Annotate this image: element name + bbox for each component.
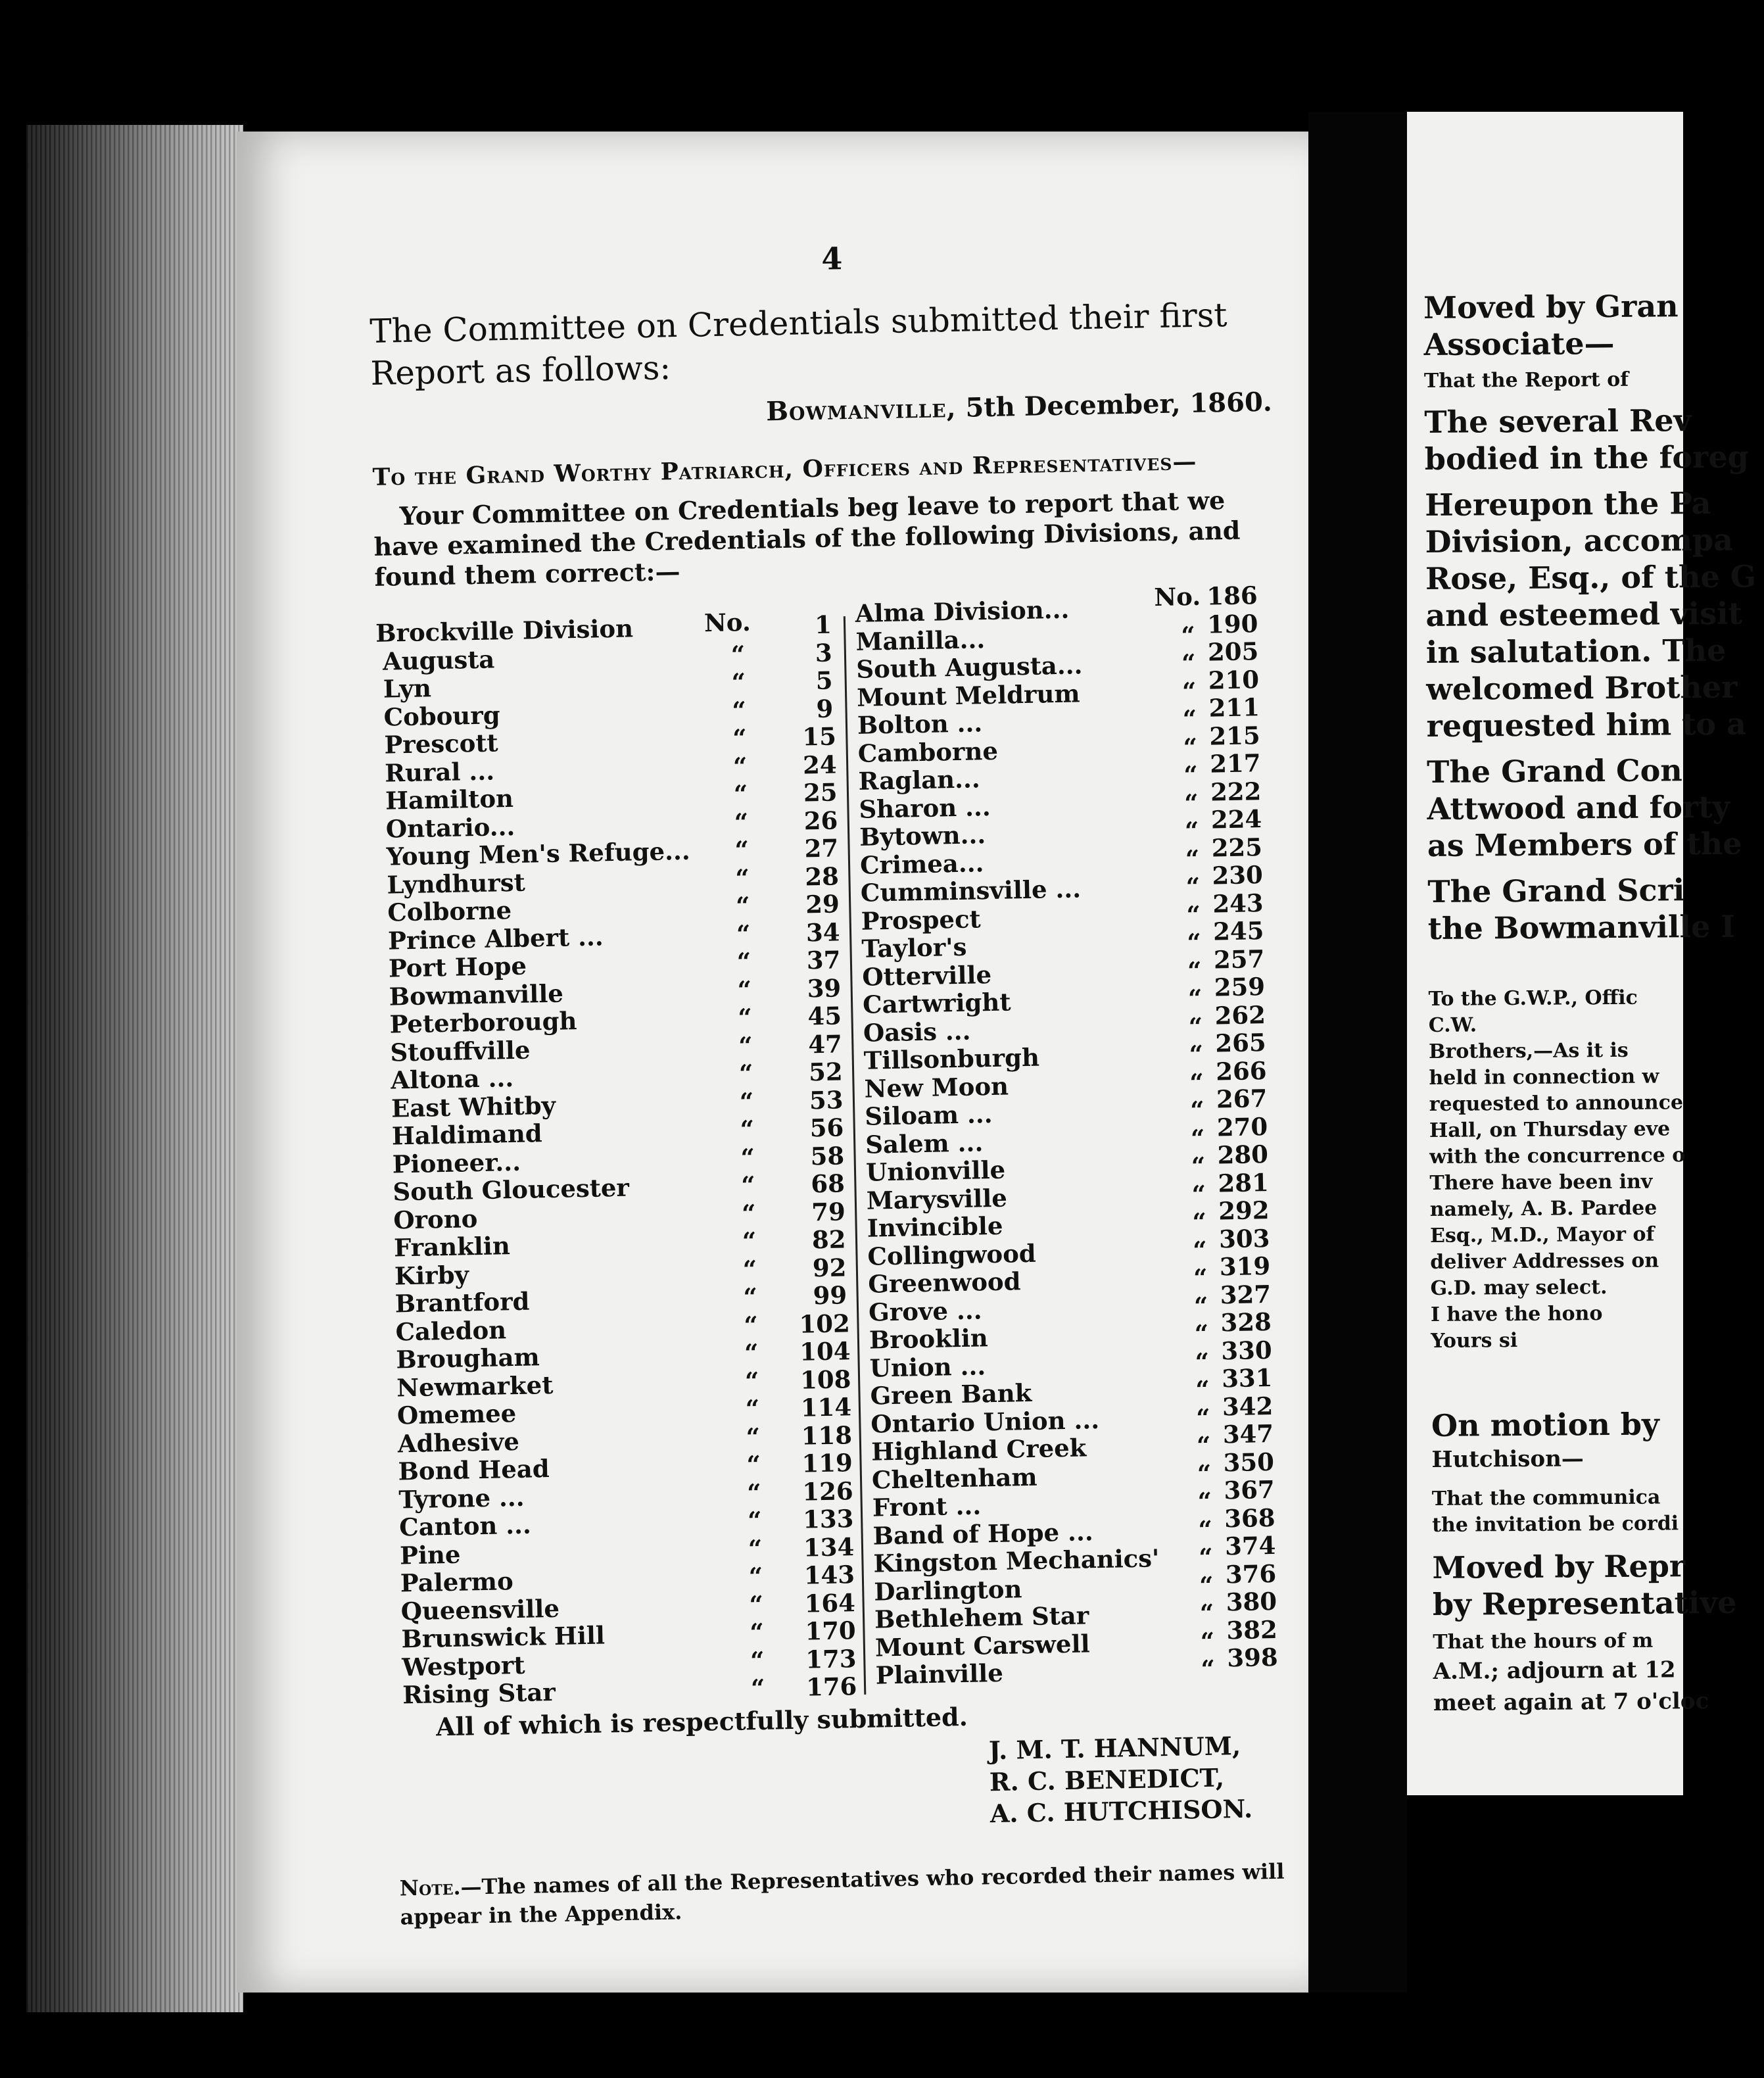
ditto-mark: “: [746, 1449, 761, 1480]
division-number: 217: [1209, 748, 1261, 779]
ditto-mark: “: [1189, 1039, 1204, 1069]
signer-name: J. M. T. HANNUM,: [988, 1730, 1241, 1766]
division-name: Ontario...: [385, 811, 515, 844]
division-name: Bolton ...: [857, 708, 983, 740]
division-number: 37: [806, 945, 841, 975]
ditto-mark: “: [1193, 1263, 1208, 1293]
right-page-line: Moved by Repr: [1432, 1548, 1686, 1585]
division-number: 319: [1219, 1251, 1271, 1282]
division-number: 173: [805, 1643, 857, 1674]
ditto-mark: “: [738, 1058, 753, 1088]
division-number: 186: [1206, 581, 1258, 611]
ditto-mark: “: [730, 639, 746, 669]
division-name: Colborne: [387, 896, 512, 927]
division-number: 9: [816, 694, 834, 723]
right-page-line: Associate—: [1423, 325, 1615, 362]
right-page-line: requested him to a: [1426, 706, 1747, 744]
division-number: 376: [1225, 1558, 1277, 1589]
ditto-mark: “: [1187, 927, 1202, 957]
division-number: 58: [810, 1140, 845, 1171]
right-page-line: That the Report of: [1423, 368, 1629, 393]
division-number: 211: [1208, 692, 1260, 723]
ditto-mark: “: [1191, 1151, 1206, 1181]
division-name: Stouffville: [390, 1034, 531, 1067]
ditto-mark: “: [1189, 1067, 1204, 1097]
division-number: 374: [1224, 1530, 1276, 1561]
division-name: Front ...: [872, 1491, 982, 1522]
ditto-mark: “: [735, 863, 750, 892]
division-name: South Gloucester: [393, 1172, 630, 1207]
ditto-mark: “: [1189, 1095, 1205, 1125]
division-name: Orono: [393, 1203, 478, 1235]
ditto-mark: “: [1193, 1235, 1208, 1265]
division-name: Plainville: [875, 1658, 1004, 1690]
division-number: 367: [1224, 1474, 1275, 1505]
division-number: 1: [814, 610, 832, 640]
ditto-mark: “: [749, 1589, 764, 1619]
division-number: 328: [1220, 1307, 1272, 1338]
right-page-line: as Members of the: [1427, 825, 1742, 863]
division-number: 262: [1214, 1000, 1266, 1030]
division-number: 215: [1209, 720, 1261, 751]
ditto-mark: “: [738, 1030, 753, 1060]
division-name: Prince Albert ...: [387, 921, 604, 955]
right-page-line: and esteemed visit: [1425, 595, 1742, 633]
ditto-mark: “: [1199, 1598, 1214, 1628]
division-name: Hamilton: [385, 783, 514, 815]
ditto-mark: “: [1200, 1626, 1215, 1656]
division-name: Taylor's: [861, 932, 967, 963]
ditto-mark: “: [1181, 648, 1197, 678]
right-page-line: meet again at 7 o'cloc: [1433, 1688, 1709, 1716]
division-number: 3: [815, 638, 833, 667]
division-number: 143: [803, 1560, 855, 1590]
right-page-line: Attwood and forty: [1427, 788, 1730, 827]
right-page-line: G.D. may select.: [1430, 1276, 1608, 1300]
ditto-mark: “: [735, 891, 750, 921]
division-name: Cobourg: [383, 700, 500, 732]
division-name: Band of Hope ...: [872, 1516, 1093, 1551]
division-name: Camborne: [857, 736, 999, 768]
right-page-line: requested to announce: [1429, 1091, 1684, 1116]
division-number: 176: [805, 1672, 857, 1702]
division-name: Crimea...: [859, 848, 984, 880]
right-page-line: Hereupon the Pa: [1425, 485, 1711, 523]
division-number: 267: [1216, 1083, 1268, 1114]
ditto-mark: “: [746, 1422, 761, 1451]
division-name: Rural ...: [384, 756, 495, 788]
division-number: 205: [1207, 637, 1259, 667]
division-number: 45: [807, 1001, 842, 1031]
division-name: Cartwright: [862, 987, 1011, 1019]
ditto-mark: “: [732, 751, 748, 781]
right-page-line: deliver Addresses on: [1430, 1249, 1659, 1274]
right-page-line: Yours si: [1431, 1329, 1518, 1353]
division-number: 368: [1224, 1503, 1275, 1533]
division-name: Brooklin: [869, 1323, 989, 1355]
division-number: 119: [801, 1448, 853, 1478]
ditto-mark: “: [741, 1198, 756, 1228]
division-number: 53: [809, 1084, 844, 1115]
division-number: 303: [1218, 1223, 1270, 1253]
division-name: Salem ...: [865, 1127, 984, 1159]
ditto-mark: “: [1185, 844, 1200, 873]
ditto-mark: “: [1197, 1459, 1212, 1488]
right-page-line: There have been inv: [1429, 1170, 1653, 1195]
ditto-mark: “: [748, 1534, 763, 1563]
ditto-mark: “: [1199, 1570, 1214, 1600]
division-number: 79: [811, 1196, 846, 1226]
ditto-mark: “: [731, 667, 746, 697]
right-page-line: Division, accompa: [1425, 521, 1734, 560]
division-name: Collingwood: [867, 1238, 1037, 1271]
division-name: Manilla...: [855, 624, 986, 656]
ditto-mark: “: [1197, 1486, 1212, 1516]
division-name: Cheltenham: [871, 1462, 1037, 1495]
submitted-line: All of which is respectfully submitted.: [435, 1701, 968, 1742]
division-name: Caledon: [395, 1315, 507, 1347]
ditto-mark: “: [1183, 760, 1199, 790]
division-number: 292: [1218, 1195, 1270, 1226]
division-number: 224: [1210, 804, 1262, 834]
division-name: Greenwood: [867, 1267, 1021, 1299]
division-name: Prospect: [861, 904, 981, 936]
division-number: 347: [1222, 1418, 1274, 1449]
division-name: Brockville Division: [375, 614, 634, 648]
report-body: Your Committee on Credentials beg leave to report that we have examined the Credentials of the following Divisions, and found them correct:—: [373, 485, 1241, 592]
division-number: 114: [800, 1392, 852, 1422]
division-number: 225: [1211, 832, 1263, 863]
report-intro: The Committee on Credentials submitted their first Report as follows:: [369, 295, 1228, 393]
division-number: 26: [803, 805, 838, 835]
division-number: 47: [807, 1028, 843, 1059]
right-page-line: welcomed Brother: [1426, 669, 1738, 707]
division-name: New Moon: [864, 1071, 1009, 1103]
ditto-mark: “: [742, 1254, 757, 1284]
ditto-mark: “: [750, 1645, 765, 1675]
note-text: —The names of all the Representatives who recorded their names will appear in the Appendix.: [400, 1858, 1285, 1930]
ditto-mark: “: [740, 1114, 755, 1144]
division-name: Kingston Mechanics': [873, 1543, 1160, 1578]
ditto-mark: “: [1188, 1011, 1203, 1041]
division-number: 56: [809, 1113, 844, 1143]
ditto-mark: “: [732, 723, 748, 753]
division-name: Unionville: [865, 1155, 1006, 1187]
division-name: Cumminsville ...: [860, 874, 1082, 907]
division-name: Marysville: [866, 1183, 1008, 1215]
division-number: 265: [1214, 1028, 1267, 1058]
division-number: 281: [1218, 1167, 1270, 1197]
division-number: 68: [810, 1169, 846, 1199]
ditto-mark: “: [744, 1338, 759, 1368]
division-name: Oasis ...: [863, 1016, 971, 1048]
division-name: Ontario Union ...: [870, 1405, 1100, 1439]
ditto-mark: “: [1190, 1123, 1205, 1153]
ditto-mark: “: [750, 1673, 765, 1703]
ditto-mark: “: [1187, 955, 1202, 985]
division-number: 134: [803, 1532, 855, 1562]
division-number: 210: [1208, 664, 1260, 695]
right-page-line: by Representative: [1432, 1584, 1737, 1622]
division-number: 245: [1212, 916, 1264, 946]
ditto-mark: “: [1185, 871, 1201, 902]
right-page-content: [1423, 287, 1757, 1719]
division-name: Brougham: [395, 1342, 540, 1374]
ditto-mark: “: [740, 1170, 756, 1200]
division-number: 108: [799, 1364, 851, 1395]
ditto-mark: “: [1193, 1291, 1208, 1320]
left-page-content: [368, 233, 1301, 1932]
division-number: 342: [1222, 1391, 1274, 1421]
ditto-mark: “: [1201, 1654, 1216, 1684]
division-name: Siloam ...: [865, 1099, 993, 1131]
division-number: 266: [1215, 1055, 1267, 1086]
report-place: Bowmanville,: [765, 392, 957, 427]
division-name: Newmarket: [396, 1370, 554, 1402]
division-number: 34: [805, 917, 840, 947]
right-page-line: Rose, Esq., of the G: [1425, 558, 1757, 596]
ditto-mark: “: [1182, 704, 1197, 734]
ditto-mark: “: [1195, 1347, 1210, 1376]
right-page-line: On motion by: [1431, 1406, 1659, 1443]
division-number: 52: [808, 1057, 844, 1087]
division-number: 331: [1221, 1363, 1273, 1393]
division-number: 190: [1206, 608, 1258, 639]
division-number: 92: [812, 1252, 847, 1282]
ditto-mark: “: [1192, 1207, 1207, 1237]
right-page-line: the invitation be cordi: [1431, 1512, 1679, 1537]
right-page-line: That the communica: [1431, 1486, 1661, 1510]
book-page-edges: [26, 125, 243, 2012]
division-name: Green Bank: [870, 1378, 1032, 1411]
division-name: Highland Creek: [870, 1433, 1087, 1466]
division-number: 270: [1216, 1111, 1268, 1142]
division-number: 24: [802, 749, 838, 779]
right-page-line: Hall, on Thursday eve: [1429, 1117, 1671, 1142]
division-name: Palermo: [400, 1566, 514, 1598]
division-number: 380: [1226, 1586, 1277, 1617]
division-name: Young Men's Refuge...: [386, 836, 691, 871]
division-number: 102: [799, 1308, 851, 1339]
division-name: Omemee: [396, 1399, 517, 1430]
division-name: Peterborough: [389, 1006, 577, 1039]
division-name: Invincible: [867, 1211, 1003, 1243]
right-page-line: Brothers,—As it is: [1428, 1038, 1629, 1063]
division-name: Mount Meldrum: [856, 678, 1080, 712]
division-number: 133: [802, 1504, 854, 1534]
division-name: Prescott: [384, 728, 498, 760]
division-name: Otterville: [861, 959, 992, 992]
divisions-table: [375, 581, 1297, 1710]
division-name: Sharon ...: [859, 792, 991, 824]
division-name: Tyrone ...: [398, 1482, 525, 1514]
division-name: Mount Carswell: [874, 1628, 1090, 1662]
division-name: Bytown...: [859, 820, 986, 852]
note-label: Note.: [399, 1874, 461, 1901]
ditto-mark: “: [1183, 788, 1199, 817]
division-name: Rising Star: [402, 1677, 556, 1710]
right-page-line: C.W.: [1428, 1013, 1477, 1037]
ditto-mark: “: [733, 779, 748, 809]
right-page-line: Hutchison—: [1431, 1445, 1584, 1473]
right-page-line: The Grand Scri: [1427, 872, 1685, 909]
right-page-line: A.M.; adjourn at 12: [1433, 1656, 1676, 1685]
division-number: 29: [805, 889, 840, 919]
ditto-mark: “: [739, 1086, 754, 1116]
division-number: 257: [1213, 944, 1265, 975]
signer-name: R. C. BENEDICT,: [989, 1762, 1225, 1797]
division-number: 398: [1226, 1642, 1278, 1673]
division-name: Haldimand: [391, 1119, 543, 1151]
ditto-mark: “: [744, 1366, 759, 1395]
signers-block: [989, 1729, 1300, 1829]
division-name: Pine: [399, 1539, 461, 1570]
division-name: Grove ...: [868, 1295, 982, 1327]
division-number: 82: [811, 1224, 846, 1255]
ditto-mark: “: [1195, 1403, 1211, 1432]
division-name: Brunswick Hill: [401, 1620, 606, 1654]
division-name: Lyndhurst: [387, 867, 526, 900]
ditto-mark: “: [1194, 1318, 1209, 1349]
division-name: Canton ...: [398, 1510, 532, 1542]
right-page-line: That the hours of m: [1433, 1629, 1654, 1654]
ditto-mark: “: [746, 1478, 762, 1507]
right-page-line: The several Rev: [1424, 402, 1692, 440]
division-number: 350: [1223, 1447, 1275, 1477]
division-name: Queensville: [400, 1593, 560, 1626]
division-number: 164: [804, 1587, 856, 1618]
division-name: Brantford: [394, 1286, 530, 1318]
division-number: 5: [815, 665, 833, 696]
ditto-mark: “: [1187, 983, 1203, 1013]
division-name: Pioneer...: [392, 1147, 521, 1179]
ditto-mark: “: [1186, 900, 1201, 929]
right-page-line: The Grand Con: [1426, 752, 1682, 790]
right-page-line: with the concurrence o: [1429, 1144, 1686, 1169]
ditto-mark: “: [750, 1617, 765, 1647]
division-number: 280: [1217, 1139, 1269, 1170]
ditto-mark: “: [1191, 1179, 1206, 1209]
ditto-mark: “: [734, 835, 750, 865]
ditto-mark: “: [737, 975, 752, 1004]
ditto-mark: “: [748, 1561, 763, 1591]
signer-name: A. C. HUTCHISON.: [989, 1793, 1253, 1829]
right-page-line: namely, A. B. Pardee: [1429, 1196, 1657, 1221]
division-name: Alma Division...: [855, 594, 1070, 628]
salutation: To the Grand Worthy Patriarch, Officers and Representatives—: [372, 447, 1197, 491]
ditto-mark: “: [744, 1310, 759, 1340]
division-number: 243: [1212, 888, 1264, 919]
right-page-line: held in connection w: [1429, 1065, 1659, 1090]
book-gutter: [1308, 112, 1407, 1993]
ditto-mark: “: [736, 947, 751, 977]
ditto-mark: “: [1181, 620, 1196, 650]
division-name: Port Hope: [388, 951, 527, 983]
right-page-line: the Bowmanville I: [1427, 908, 1735, 946]
right-page-line: bodied in the foreg: [1424, 439, 1749, 477]
page-number: 4: [821, 241, 843, 277]
division-number: 27: [804, 833, 839, 863]
division-number: 104: [799, 1336, 851, 1366]
division-name: Darlington: [873, 1574, 1022, 1607]
ditto-mark: “: [740, 1142, 755, 1172]
division-number: 28: [804, 861, 840, 891]
division-name: Lyn: [383, 673, 432, 704]
division-number: 382: [1226, 1614, 1278, 1645]
division-name: Altona ...: [390, 1063, 514, 1095]
no-label: No.: [703, 607, 751, 638]
division-name: Bond Head: [398, 1454, 550, 1486]
ditto-mark: “: [1198, 1542, 1214, 1572]
right-page-line: I have the hono: [1430, 1302, 1603, 1326]
division-name: East Whitby: [391, 1090, 556, 1123]
report-dateline: [371, 387, 1272, 435]
division-number: 327: [1220, 1279, 1272, 1309]
division-name: Raglan...: [858, 764, 981, 796]
ditto-mark: “: [732, 695, 747, 725]
division-name: Adhesive: [397, 1426, 520, 1458]
division-number: 230: [1212, 860, 1264, 890]
division-name: Tillsonburgh: [863, 1042, 1040, 1075]
division-number: 15: [801, 721, 837, 752]
division-name: South Augusta...: [855, 650, 1083, 684]
ditto-mark: “: [742, 1226, 757, 1256]
ditto-mark: “: [736, 919, 751, 948]
ditto-mark: “: [747, 1505, 762, 1535]
division-number: 99: [813, 1280, 847, 1311]
division-name: Westport: [401, 1650, 525, 1681]
ditto-mark: “: [738, 1003, 753, 1032]
division-number: 259: [1214, 972, 1266, 1002]
no-label: No.: [1153, 581, 1201, 612]
division-name: Bethlehem Star: [874, 1601, 1089, 1634]
division-number: 222: [1210, 776, 1262, 807]
division-number: 25: [803, 777, 838, 808]
ditto-mark: “: [743, 1282, 758, 1312]
right-page-line: Esq., M.D., Mayor of: [1429, 1222, 1655, 1247]
division-name: Kirby: [394, 1259, 469, 1291]
division-number: 170: [805, 1616, 857, 1646]
ditto-mark: “: [1183, 732, 1198, 761]
division-name: Franklin: [393, 1231, 511, 1263]
right-page-line: in salutation. The: [1425, 632, 1727, 670]
right-page-line: Moved by Gran: [1423, 288, 1679, 326]
ditto-mark: “: [734, 807, 749, 836]
division-name: Union ...: [869, 1351, 986, 1383]
division-number: 126: [801, 1476, 854, 1507]
ditto-mark: “: [1195, 1374, 1210, 1405]
ditto-mark: “: [1181, 676, 1197, 706]
division-number: 39: [807, 973, 842, 1003]
division-number: 118: [801, 1420, 853, 1451]
ditto-mark: “: [1184, 815, 1199, 846]
division-name: Bowmanville: [389, 979, 564, 1011]
report-date: 5th December, 1860.: [965, 386, 1273, 423]
ditto-mark: “: [1198, 1514, 1213, 1544]
right-page-line: To the G.W.P., Offic: [1428, 986, 1638, 1011]
division-number: 330: [1220, 1335, 1273, 1365]
division-name: Augusta: [382, 644, 495, 676]
ditto-mark: “: [745, 1393, 760, 1424]
ditto-mark: “: [1196, 1430, 1211, 1461]
